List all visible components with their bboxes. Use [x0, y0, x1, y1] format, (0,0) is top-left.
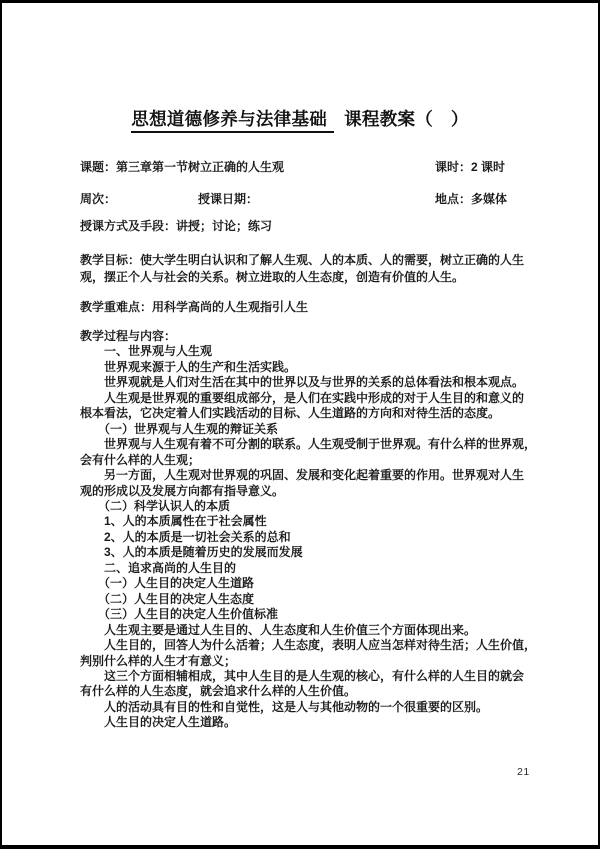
meta-course-topic: 课题：第三章第一节树立正确的人生观	[80, 160, 285, 174]
body-line: 观的形成以及发展方向都有指导意义。	[80, 483, 285, 498]
body-line: 人生目的决定人生道路。	[80, 715, 237, 730]
body-line: （一）人生目的决定人生道路	[80, 576, 255, 591]
body-line: 二、追求高尚的人生目的	[80, 560, 237, 575]
objectives-line-2: 观，摆正个人与社会的关系。树立进取的人生态度，创造有价值的人生。	[80, 269, 465, 284]
body-line: 另一方面，人生观对世界观的巩固、发展和变化起着重要的作用。世界观对人生	[80, 468, 525, 483]
body-line: 有什么样的人生态度，就会追求什么样的人生价值。	[80, 684, 357, 699]
meta-teach-date: 授课日期：	[198, 192, 259, 206]
meta-teaching-method: 授课方式及手段：讲授；讨论；练习	[80, 219, 273, 233]
body-line: 世界观来源于人的生产和生活实践。	[80, 359, 297, 374]
body-line: 世界观与人生观有着不可分割的联系。人生观受制于世界观。有什么样的世界观，	[80, 437, 537, 452]
body-line: （二）科学认识人的本质	[80, 498, 231, 513]
body-line: （二）人生目的决定人生态度	[80, 591, 255, 606]
body-line: 人生目的，回答人为什么活着；人生态度，表明人应当怎样对待生活；人生价值，	[80, 638, 537, 653]
objectives-line-1: 教学目标：使大学生明白认识和了解人生观、人的本质、人的需要，树立正确的人生	[80, 253, 525, 267]
teaching-objectives	[80, 252, 524, 285]
meta-location: 地点：多媒体	[435, 192, 508, 206]
title-underlined-text: 思想道德修养与法律基础	[131, 109, 334, 133]
body-line: 1、人的本质属性在于社会属性	[80, 514, 267, 529]
body-line: 会有什么样的人生观；	[80, 452, 201, 467]
page-number: 21	[517, 766, 530, 778]
body-line: 根本看法，它决定着人们实践活动的目标、人生道路的方向和对待生活的态度。	[80, 406, 501, 421]
body-line: （一）世界观与人生观的辩证关系	[80, 421, 279, 436]
title-suffix-text: 课程教案（ ）	[344, 109, 469, 129]
body-line: 这三个方面相辅相成，其中人生目的是人生观的核心，有什么样的人生目的就会	[80, 668, 525, 683]
body-line: 教学过程与内容：	[80, 329, 177, 343]
body-line: 3、人的本质是随着历史的发展而发展	[80, 545, 303, 560]
meta-week: 周次：	[80, 192, 117, 206]
body-line: 2、人的本质是一切社会关系的总和	[80, 529, 291, 544]
body-line: 人生观是世界观的重要组成部分，是人们在实践中形成的对于人生目的和意义的	[80, 390, 525, 405]
key-points: 教学重难点：用科学高尚的人生观指引人生	[80, 300, 309, 314]
meta-course-hours: 课时：2 课时	[435, 160, 506, 174]
body-line: 人生观主要是通过人生目的、人生态度和人生价值三个方面体现出来。	[80, 622, 477, 637]
body-line: 人的活动具有目的性和自觉性，这是人与其他动物的一个很重要的区别。	[80, 699, 489, 714]
body-line: （三）人生目的决定人生价值标准	[80, 607, 279, 622]
lesson-body	[80, 329, 536, 731]
body-line: 一、世界观与人生观	[80, 344, 213, 359]
body-line: 世界观就是人们对生活在其中的世界以及与世界的关系的总体看法和根本观点。	[80, 375, 525, 390]
body-line: 判别什么样的人生才有意义；	[80, 653, 237, 668]
page-title	[2, 106, 598, 131]
